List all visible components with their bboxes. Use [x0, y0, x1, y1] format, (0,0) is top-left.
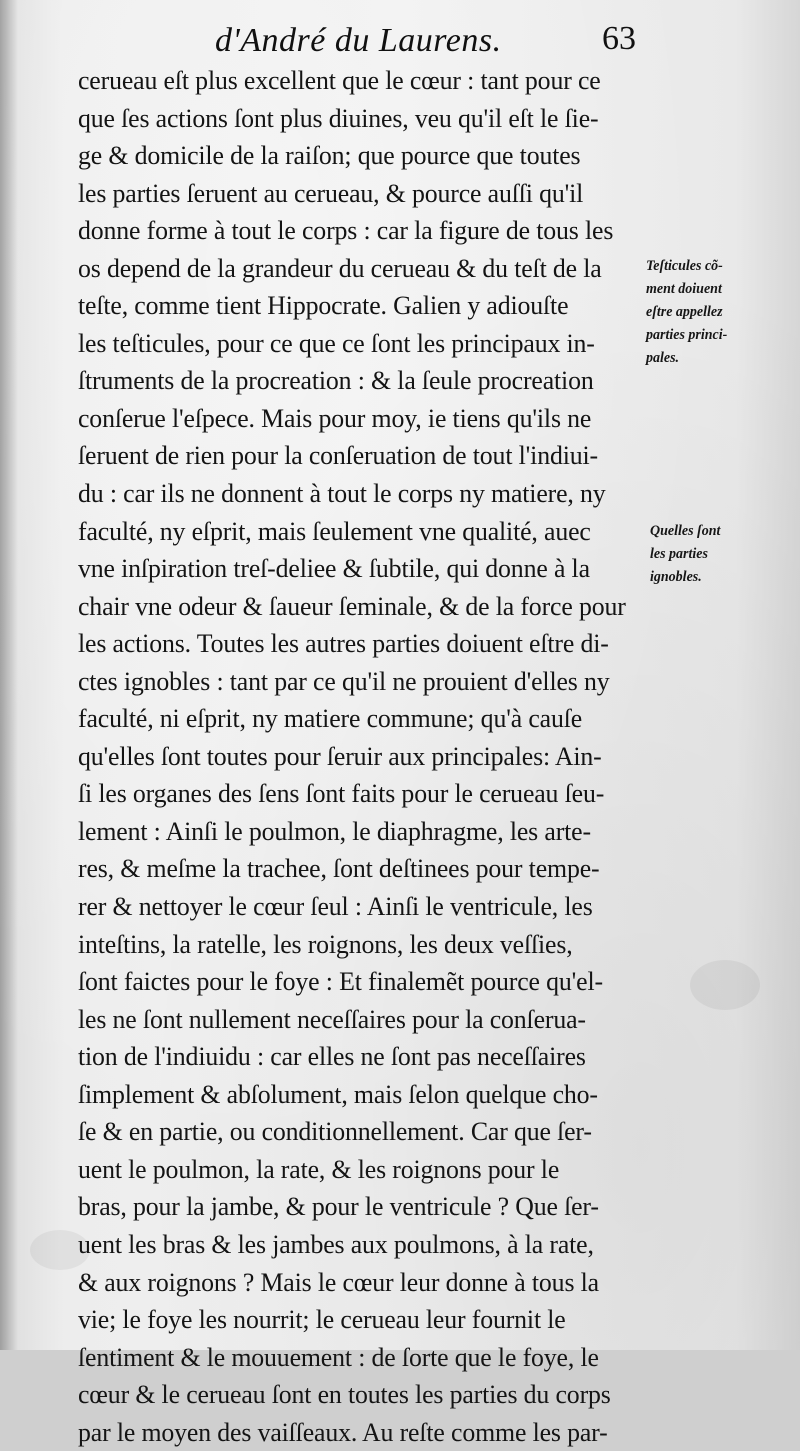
margin-note-line: pales. [646, 350, 680, 366]
page-number: 63 [602, 20, 636, 57]
text-line: ſeruent de rien pour la conſeruation de tout l'indiui- [78, 441, 598, 471]
text-line: os depend de la grandeur du cerueau & du teſt de la [78, 253, 602, 283]
margin-note-testicules [646, 255, 796, 370]
text-line: par le moyen des vaiſſeaux. Au reſte comme les par- [78, 1417, 608, 1447]
text-line: ſimplement & abſolument, mais ſelon quelque cho- [78, 1079, 598, 1109]
body-text [78, 62, 648, 1451]
paper-stain [690, 960, 760, 1010]
text-line: cœur & le cerueau ſont en toutes les parties du corps [78, 1380, 611, 1410]
text-line: ge & domicile de la raiſon; que pource que toutes [78, 141, 581, 171]
text-line: ſentiment & le mouuement : de ſorte que le foye, le [78, 1342, 599, 1372]
text-line: ſe & en partie, ou conditionnellement. Car que ſer- [78, 1117, 592, 1147]
margin-note-parties-ignobles [650, 520, 800, 589]
text-line: les teſticules, pour ce que ce ſont les principaux in- [78, 328, 595, 358]
text-line: rer & nettoyer le cœur ſeul : Ainſi le ventricule, les [78, 892, 593, 922]
text-line: qu'elles ſont toutes pour ſeruir aux principales: Ain- [78, 741, 602, 771]
gutter-shadow [0, 0, 18, 1350]
text-line: donne forme à tout le corps : car la figure de tous les [78, 216, 614, 246]
text-line: ſi les organes des ſens ſont faits pour le cerueau ſeu- [78, 779, 605, 809]
text-line: conſerue l'eſpece. Mais pour moy, ie tiens qu'ils ne [78, 403, 592, 433]
text-line: du : car ils ne donnent à tout le corps ny matiere, ny [78, 479, 606, 509]
margin-note-line: Quelles ſont [650, 523, 721, 539]
text-line: chair vne odeur & ſaueur ſeminale, & de la force pour [78, 591, 626, 621]
text-line: ſtruments de la procreation : & la ſeule procreation [78, 366, 594, 396]
margin-note-line: les parties [650, 546, 708, 562]
text-line: les parties ſeruent au cerueau, & pource auſſi qu'il [78, 178, 584, 208]
text-line: les ne ſont nullement neceſſaires pour la conſerua- [78, 1004, 586, 1034]
text-line: teſte, comme tient Hippocrate. Galien y adiouſte [78, 291, 569, 321]
text-line: lement : Ainſi le poulmon, le diaphragme, les arte- [78, 816, 591, 846]
text-line: que ſes actions ſont plus diuines, veu qu'il eſt le ſie- [78, 103, 599, 133]
margin-note-line: ment doiuent [646, 281, 722, 297]
text-line: ſont faictes pour le foye : Et finalemẽt pource qu'el- [78, 967, 603, 997]
margin-note-line: eſtre appellez [646, 304, 723, 320]
text-line: res, & meſme la trachee, ſont deſtinees pour tempe- [78, 854, 600, 884]
margin-note-line: Teſticules cõ- [646, 258, 723, 274]
text-line: ctes ignobles : tant par ce qu'il ne prouient d'elles ny [78, 666, 610, 696]
text-line: inteſtins, la ratelle, les roignons, les deux veſſies, [78, 929, 573, 959]
text-line: tion de l'indiuidu : car elles ne ſont pas neceſſaires [78, 1042, 586, 1072]
text-line: faculté, ny eſprit, mais ſeulement vne qualité, auec [78, 516, 591, 546]
text-line: vie; le foye les nourrit; le cerueau leur fournit le [78, 1305, 566, 1335]
text-line: & aux roignons ? Mais le cœur leur donne à tous la [78, 1267, 599, 1297]
text-line: cerueau eſt plus excellent que le cœur : tant pour ce [78, 66, 601, 95]
text-line: bras, pour la jambe, & pour le ventricule ? Que ſer- [78, 1192, 599, 1222]
text-line: vne inſpiration treſ-deliee & ſubtile, qui donne à la [78, 554, 590, 584]
running-title: d'André du Laurens. [215, 22, 502, 59]
page-header [0, 18, 800, 68]
margin-note-line: ignobles. [650, 569, 702, 585]
margin-note-line: parties princi- [646, 327, 728, 343]
text-line: uent le poulmon, la rate, & les roignons pour le [78, 1154, 560, 1184]
text-line: faculté, ni eſprit, ny matiere commune; qu'à cauſe [78, 704, 583, 734]
text-line: uent les bras & les jambes aux poulmons, à la rate, [78, 1229, 594, 1259]
text-line: les actions. Toutes les autres parties doiuent eſtre di- [78, 629, 609, 659]
